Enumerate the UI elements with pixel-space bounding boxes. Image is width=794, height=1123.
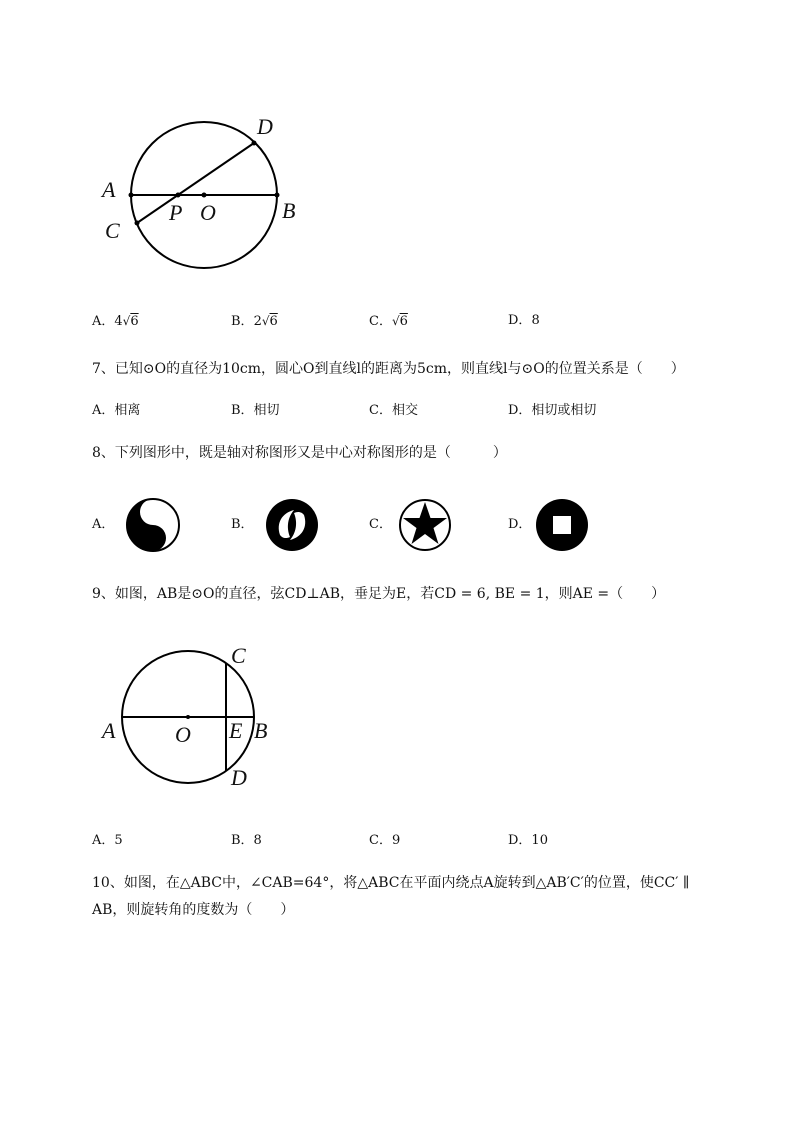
point-b bbox=[275, 193, 280, 198]
sqrt-icon: √ bbox=[261, 314, 270, 328]
yin-yang-icon bbox=[125, 497, 181, 553]
label-o: O bbox=[200, 200, 216, 225]
radicand: 6 bbox=[399, 314, 408, 329]
option-letter: C． bbox=[369, 314, 392, 329]
coefficient: 4 bbox=[114, 314, 123, 329]
coefficient: 2 bbox=[253, 314, 262, 329]
q10-stem-line2: AB，则旋转角的度数为（ ） bbox=[92, 902, 295, 918]
sqrt-icon: √ bbox=[391, 314, 400, 328]
option-letter: B． bbox=[231, 314, 254, 329]
q9-option-a[interactable]: A．5 bbox=[92, 833, 123, 848]
label-d: D bbox=[257, 114, 273, 139]
radicand: 6 bbox=[130, 314, 139, 329]
option-letter: D． bbox=[508, 313, 532, 328]
sqrt-icon: √ bbox=[122, 314, 131, 328]
label-p: P bbox=[169, 200, 183, 225]
q6-option-c[interactable] bbox=[369, 311, 408, 332]
label-b: B bbox=[254, 718, 268, 743]
point-d bbox=[252, 141, 257, 146]
q8-option-b[interactable]: B． bbox=[231, 517, 254, 532]
q9-stem: 9、如图，AB是⊙O的直径，弦CD⊥AB，垂足为E，若CD = 6, BE = 1，则AE =（ ） bbox=[92, 586, 666, 602]
q7-option-d[interactable]: D．相切或相切 bbox=[508, 403, 597, 418]
chord-cd bbox=[137, 143, 254, 223]
point-p bbox=[176, 193, 181, 198]
q9-option-b[interactable]: B．8 bbox=[231, 833, 262, 848]
radicand: 6 bbox=[269, 314, 278, 329]
circle-diagram-q9 bbox=[0, 600, 794, 800]
q6-option-d[interactable] bbox=[508, 311, 540, 331]
square-hole-coin-icon bbox=[534, 497, 590, 553]
q10-stem-line1: 10、如图，在△ABC中，∠CAB=64°，将△ABC在平面内绕点A旋转到△AB′C′的位置，使CC′ ∥ bbox=[92, 875, 690, 891]
circle-diagram-q6 bbox=[0, 0, 794, 300]
label-e: E bbox=[229, 718, 243, 743]
q8-option-a[interactable]: A． bbox=[92, 517, 115, 532]
option-letter: A． bbox=[92, 314, 115, 329]
label-o: O bbox=[175, 722, 191, 747]
label-a: A bbox=[102, 177, 116, 202]
q7-option-a[interactable]: A．相离 bbox=[92, 403, 141, 418]
double-leaf-icon bbox=[264, 497, 320, 553]
label-d: D bbox=[231, 765, 247, 790]
q7-option-c[interactable]: C．相交 bbox=[369, 403, 418, 418]
label-a: A bbox=[102, 718, 116, 743]
option-value: 8 bbox=[531, 313, 540, 328]
q7-option-b[interactable]: B．相切 bbox=[231, 403, 280, 418]
q8-option-d[interactable]: D． bbox=[508, 517, 532, 532]
q6-option-b[interactable] bbox=[231, 311, 278, 332]
q9-option-c[interactable]: C．9 bbox=[369, 833, 401, 848]
point-a bbox=[129, 193, 134, 198]
q7-stem: 7、已知⊙O的直径为10cm，圆心O到直线l的距离为5cm，则直线l与⊙O的位置关系是（ ） bbox=[92, 361, 685, 377]
point-o bbox=[186, 715, 190, 719]
q6-option-a[interactable] bbox=[92, 311, 139, 332]
q8-stem: 8、下列图形中，既是轴对称图形又是中心对称图形的是（ ） bbox=[92, 445, 507, 461]
label-c: C bbox=[105, 218, 120, 243]
point-c bbox=[135, 221, 140, 226]
label-b: B bbox=[282, 198, 296, 223]
point-o bbox=[202, 193, 207, 198]
q9-option-d[interactable]: D．10 bbox=[508, 833, 548, 848]
q8-option-c[interactable]: C． bbox=[369, 517, 392, 532]
label-c: C bbox=[231, 643, 246, 668]
star-in-circle-icon bbox=[397, 497, 453, 553]
